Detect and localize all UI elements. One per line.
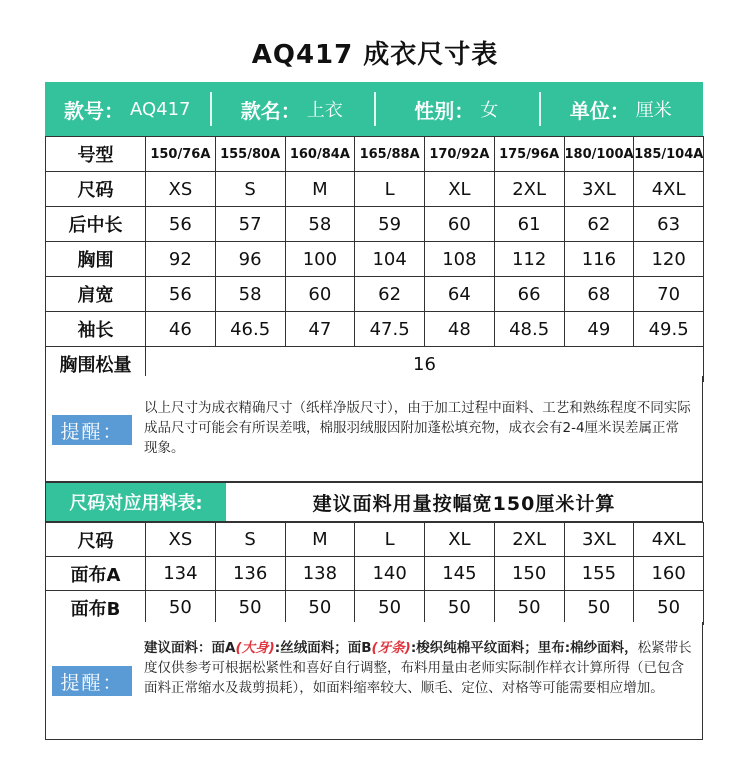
size-table bbox=[45, 136, 704, 382]
table-cell: 136 bbox=[215, 557, 285, 591]
table-cell: 66 bbox=[494, 277, 564, 312]
page-title: AQ417 成衣尺寸表 bbox=[251, 40, 499, 70]
name-cell bbox=[210, 82, 375, 136]
table-cell: 50 bbox=[494, 591, 564, 625]
table-cell: 155/80A bbox=[215, 137, 285, 172]
table-cell: XS bbox=[146, 172, 216, 207]
table-cell: 145 bbox=[425, 557, 495, 591]
table-cell: M bbox=[285, 523, 355, 557]
table-cell: 160/84A bbox=[285, 137, 355, 172]
fabric-reminder-text bbox=[144, 638, 692, 698]
gender-value: 女 bbox=[480, 100, 499, 121]
table-cell: 50 bbox=[634, 591, 704, 625]
table-cell: 57 bbox=[215, 207, 285, 242]
table-row bbox=[46, 242, 704, 277]
gender-cell bbox=[374, 82, 539, 136]
row-label: 胸围 bbox=[46, 242, 146, 277]
table-cell: XL bbox=[425, 523, 495, 557]
table-cell: 116 bbox=[564, 242, 634, 277]
style-no-label: 款号： bbox=[63, 98, 124, 123]
reminder-box bbox=[45, 376, 703, 482]
info-header-bar bbox=[45, 82, 703, 136]
table-cell: L bbox=[355, 523, 425, 557]
table-cell: M bbox=[285, 172, 355, 207]
row-label: 尺码 bbox=[46, 172, 146, 207]
unit-cell bbox=[539, 82, 704, 136]
table-cell: 50 bbox=[355, 591, 425, 625]
text-span: :梭织纯棉平纹面料；里布:棉纱面料， bbox=[410, 640, 638, 656]
table-row bbox=[46, 523, 704, 557]
table-cell: 160 bbox=[634, 557, 704, 591]
table-cell: 58 bbox=[215, 277, 285, 312]
table-cell: S bbox=[215, 172, 285, 207]
table-cell: 60 bbox=[285, 277, 355, 312]
table-cell: L bbox=[355, 172, 425, 207]
table-cell: 4XL bbox=[634, 172, 704, 207]
table-cell: 47.5 bbox=[355, 312, 425, 347]
table-cell: 50 bbox=[285, 591, 355, 625]
row-label: 尺码 bbox=[46, 523, 146, 557]
table-cell: 64 bbox=[425, 277, 495, 312]
table-cell: 56 bbox=[146, 207, 216, 242]
table-row bbox=[46, 207, 704, 242]
table-cell: 108 bbox=[425, 242, 495, 277]
table-cell: 150 bbox=[494, 557, 564, 591]
fabric-section-header bbox=[45, 482, 703, 522]
table-row bbox=[46, 137, 704, 172]
table-cell: 3XL bbox=[564, 523, 634, 557]
table-cell: 46.5 bbox=[215, 312, 285, 347]
text-span: (牙条) bbox=[371, 640, 411, 656]
reminder-tag: 提醒： bbox=[52, 415, 132, 445]
table-cell: 175/96A bbox=[494, 137, 564, 172]
table-row bbox=[46, 557, 704, 591]
text-span: 松紧带长度仅供参考可根据松紧性和喜好自行调整，布料用量由老师实际制作样衣计算所得（已包含面料正常缩水及裁剪损耗），如面料缩率较大、顺毛、定位、对格等可能需要相应增加。 bbox=[144, 640, 692, 696]
style-no-cell bbox=[45, 82, 210, 136]
fabric-section-subtitle: 建议面料用量按幅宽150厘米计算 bbox=[312, 492, 616, 515]
gender-label: 性别： bbox=[414, 98, 475, 123]
table-cell: 50 bbox=[425, 591, 495, 625]
table-cell: 150/76A bbox=[146, 137, 216, 172]
table-cell: 165/88A bbox=[355, 137, 425, 172]
table-cell: 60 bbox=[425, 207, 495, 242]
table-cell: 170/92A bbox=[425, 137, 495, 172]
table-cell: 185/104A bbox=[634, 137, 704, 172]
name-label: 款名： bbox=[240, 98, 301, 123]
row-label: 号型 bbox=[46, 137, 146, 172]
table-cell: 62 bbox=[564, 207, 634, 242]
table-cell: 104 bbox=[355, 242, 425, 277]
table-cell: 48.5 bbox=[494, 312, 564, 347]
text-span: (大身) bbox=[235, 640, 275, 656]
table-row bbox=[46, 312, 704, 347]
table-cell: 59 bbox=[355, 207, 425, 242]
row-label: 面布A bbox=[46, 557, 146, 591]
table-cell: 70 bbox=[634, 277, 704, 312]
table-cell: 49 bbox=[564, 312, 634, 347]
reminder-text: 以上尺寸为成衣精确尺寸（纸样净版尺寸），由于加工过程中面料、工艺和熟练程度不同实际成品尺寸可能会有所误差哦，棉服羽绒服因附加蓬松填充物，成衣会有2-4厘米误差属正常现象。 bbox=[144, 400, 691, 456]
row-label: 面布B bbox=[46, 591, 146, 625]
unit-value: 厘米 bbox=[635, 100, 672, 121]
table-cell: 48 bbox=[425, 312, 495, 347]
row-label: 胸围松量 bbox=[46, 347, 146, 382]
table-cell: 3XL bbox=[564, 172, 634, 207]
text-span: :丝绒面料；面B bbox=[274, 640, 372, 656]
table-cell: 134 bbox=[146, 557, 216, 591]
table-cell: XL bbox=[425, 172, 495, 207]
table-cell: 100 bbox=[285, 242, 355, 277]
style-no-value: AQ417 bbox=[129, 98, 191, 120]
row-label: 袖长 bbox=[46, 312, 146, 347]
table-cell: 61 bbox=[494, 207, 564, 242]
table-cell: 68 bbox=[564, 277, 634, 312]
table-row bbox=[46, 172, 704, 207]
table-cell: 46 bbox=[146, 312, 216, 347]
reminder-tag: 提醒： bbox=[52, 666, 132, 696]
table-cell: 2XL bbox=[494, 523, 564, 557]
table-cell: S bbox=[215, 523, 285, 557]
table-cell: 56 bbox=[146, 277, 216, 312]
table-cell: 50 bbox=[564, 591, 634, 625]
table-cell: 47 bbox=[285, 312, 355, 347]
fabric-table bbox=[45, 522, 704, 625]
table-row bbox=[46, 591, 704, 625]
table-cell: 2XL bbox=[494, 172, 564, 207]
table-cell: 50 bbox=[215, 591, 285, 625]
table-cell: 58 bbox=[285, 207, 355, 242]
row-label: 肩宽 bbox=[46, 277, 146, 312]
table-cell: 180/100A bbox=[564, 137, 634, 172]
table-cell: 138 bbox=[285, 557, 355, 591]
table-row bbox=[46, 277, 704, 312]
table-cell: 112 bbox=[494, 242, 564, 277]
table-cell: 140 bbox=[355, 557, 425, 591]
fabric-section-label: 尺码对应用料表: bbox=[46, 483, 226, 521]
table-cell: 62 bbox=[355, 277, 425, 312]
table-cell: 155 bbox=[564, 557, 634, 591]
table-cell: 120 bbox=[634, 242, 704, 277]
fabric-reminder-box bbox=[45, 622, 703, 740]
table-cell: 49.5 bbox=[634, 312, 704, 347]
table-cell: 50 bbox=[146, 591, 216, 625]
table-cell: XS bbox=[146, 523, 216, 557]
unit-label: 单位： bbox=[569, 98, 630, 123]
text-span: 建议面料：面A bbox=[144, 640, 236, 656]
table-cell: 92 bbox=[146, 242, 216, 277]
ease-value: 16 bbox=[146, 347, 704, 382]
table-cell: 4XL bbox=[634, 523, 704, 557]
table-cell: 96 bbox=[215, 242, 285, 277]
row-label: 后中长 bbox=[46, 207, 146, 242]
name-value: 上衣 bbox=[306, 100, 343, 121]
table-cell: 63 bbox=[634, 207, 704, 242]
